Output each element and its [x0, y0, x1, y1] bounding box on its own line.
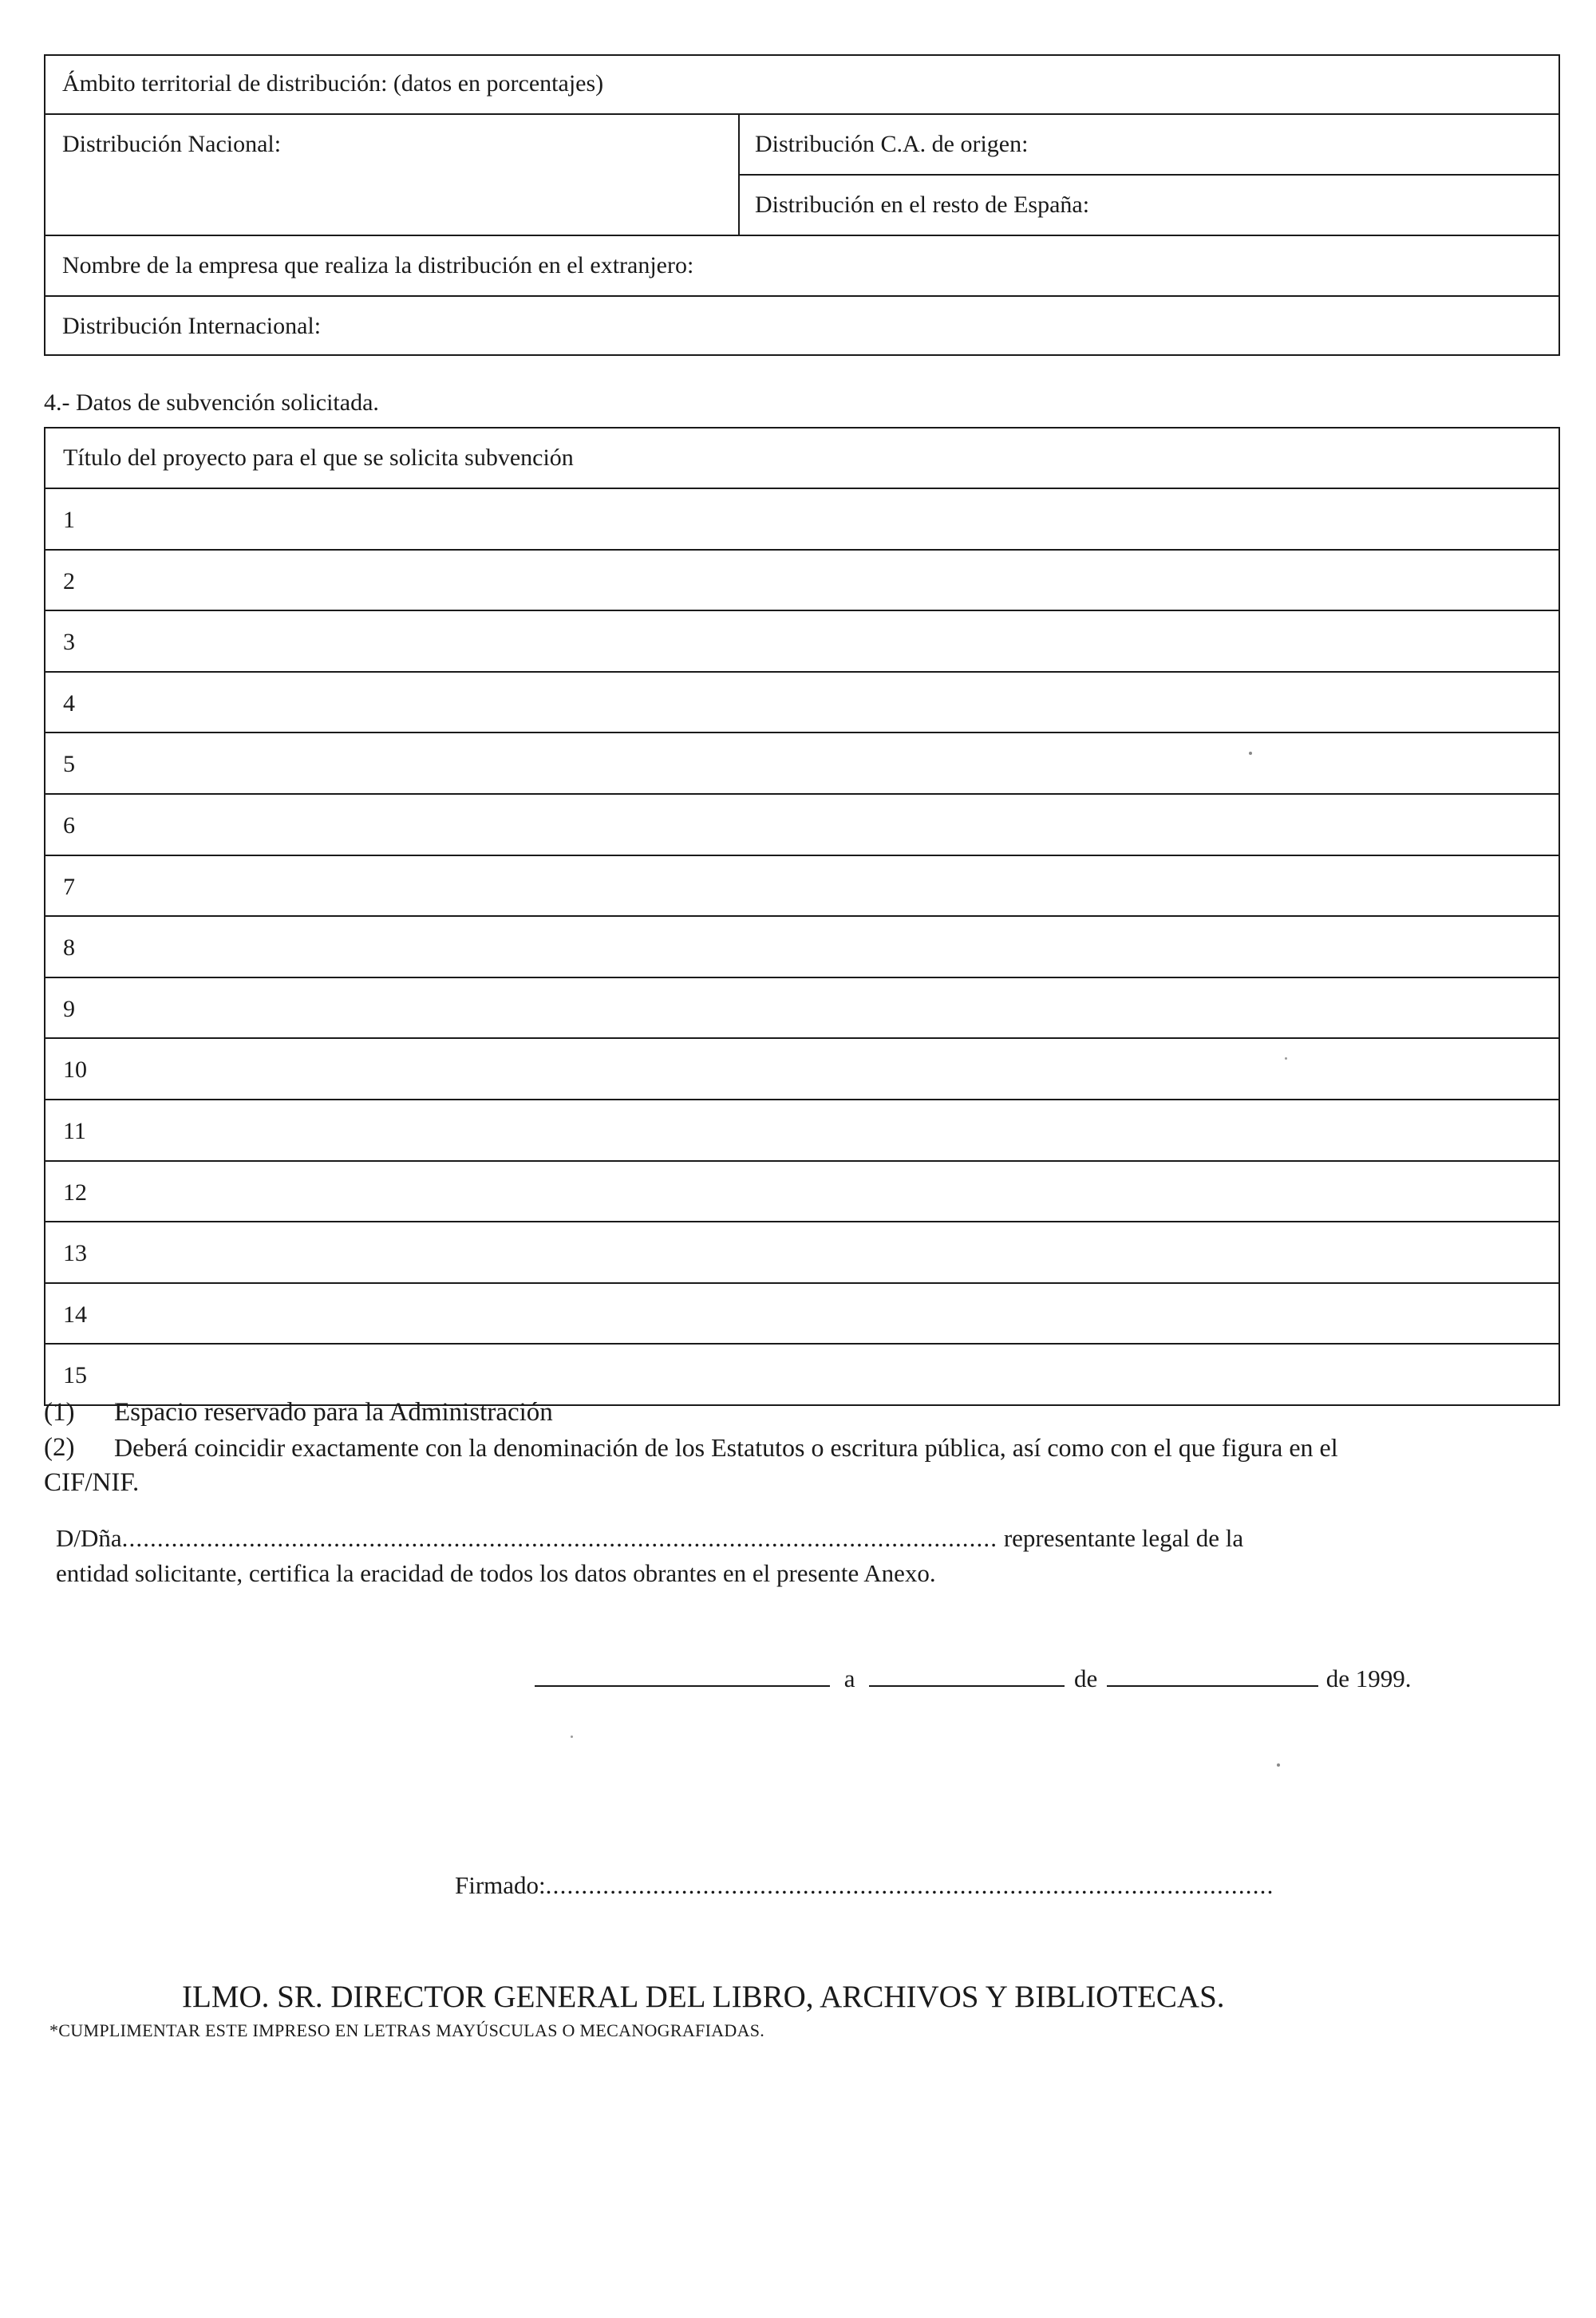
project-row-11[interactable] [44, 1100, 1560, 1162]
note-2-text: Deberá coincidir exactamente con la denominación de los Estatutos o escritura pública, así como con el que figura en el [114, 1433, 1338, 1462]
footnote: *CUMPLIMENTAR ESTE IMPRESO EN LETRAS MAYÚSCULAS O MECANOGRAFIADAS. [49, 2020, 765, 2040]
month-field[interactable] [1107, 1661, 1318, 1687]
rest-spain-distribution-field[interactable]: Distribución en el resto de España: [755, 192, 1090, 218]
project-table-header [44, 427, 1560, 489]
project-row-number: 9 [63, 995, 75, 1022]
divider [738, 113, 740, 235]
divider [44, 295, 1560, 297]
project-row-number: 2 [63, 567, 75, 594]
project-row-2[interactable] [44, 551, 1560, 612]
scan-speck [1285, 1057, 1287, 1060]
project-row-number: 12 [63, 1179, 87, 1206]
note-2-number: (2) [44, 1433, 75, 1462]
scan-speck [571, 1736, 573, 1738]
project-row-14[interactable] [44, 1284, 1560, 1345]
project-row-number: 14 [63, 1301, 87, 1328]
date-connector-a: a [843, 1664, 855, 1692]
representative-name-field[interactable]: ............................................................................................................................ [121, 1524, 998, 1552]
date-line [535, 1661, 1412, 1693]
note-1-number: (1) [44, 1398, 75, 1427]
project-row-number: 5 [63, 751, 75, 778]
divider [738, 174, 1560, 176]
project-row-number: 7 [63, 873, 75, 900]
project-row-5[interactable] [44, 733, 1560, 795]
scan-speck [1249, 752, 1252, 755]
project-row-6[interactable] [44, 795, 1560, 856]
foreign-distributor-field[interactable]: Nombre de la empresa que realiza la distribución en el extranjero: [62, 252, 694, 278]
project-table-header-label: Título del proyecto para el que se solicita subvención [63, 444, 574, 471]
date-connector-de: de [1074, 1664, 1098, 1692]
project-row-number: 15 [63, 1362, 87, 1389]
divider [44, 113, 1560, 115]
note-2-continuation: CIF/NIF. [44, 1468, 140, 1497]
signature-line[interactable] [455, 1871, 1274, 1900]
note-1-text: Espacio reservado para la Administración [114, 1398, 553, 1427]
project-row-13[interactable] [44, 1222, 1560, 1284]
certification-line-2: entidad solicitante, certifica la eracidad de todos los datos obrantes en el presente Anexo. [56, 1559, 936, 1587]
project-row-number: 10 [63, 1056, 87, 1084]
project-row-number: 1 [63, 507, 75, 533]
project-row-number: 11 [63, 1118, 86, 1144]
international-distribution-field[interactable]: Distribución Internacional: [62, 313, 322, 339]
project-row-15[interactable] [44, 1345, 1560, 1406]
representative-suffix: representante legal de la [1003, 1524, 1244, 1552]
project-row-number: 13 [63, 1240, 87, 1267]
certification-line-1[interactable] [56, 1524, 1243, 1553]
project-row-12[interactable] [44, 1162, 1560, 1223]
section-4-heading: 4.- Datos de subvención solicitada. [44, 389, 379, 416]
project-row-1[interactable] [44, 489, 1560, 551]
addressee: ILMO. SR. DIRECTOR GENERAL DEL LIBRO, ARCHIVOS Y BIBLIOTECAS. [182, 1980, 1225, 2014]
project-row-number: 6 [63, 812, 75, 839]
project-row-number: 3 [63, 629, 75, 656]
year-label: de 1999. [1325, 1664, 1412, 1692]
project-row-3[interactable] [44, 611, 1560, 673]
project-row-number: 4 [63, 689, 75, 717]
signature-field[interactable]: ...................................................................................................... [545, 1871, 1274, 1899]
project-row-7[interactable] [44, 856, 1560, 918]
distribution-title: Ámbito territorial de distribución: (datos en porcentajes) [62, 70, 604, 97]
place-field[interactable] [535, 1661, 830, 1687]
day-field[interactable] [869, 1661, 1065, 1687]
scan-speck [1277, 1763, 1280, 1767]
project-row-number: 8 [63, 934, 75, 962]
national-distribution-field[interactable]: Distribución Nacional: [62, 131, 282, 157]
ca-origin-distribution-field[interactable]: Distribución C.A. de origen: [755, 131, 1029, 157]
project-row-4[interactable] [44, 673, 1560, 734]
project-row-10[interactable] [44, 1039, 1560, 1100]
representative-prefix: D/Dña [56, 1524, 122, 1552]
divider [44, 235, 1560, 236]
project-row-9[interactable] [44, 978, 1560, 1040]
signature-label: Firmado: [455, 1871, 546, 1899]
project-row-8[interactable] [44, 917, 1560, 978]
